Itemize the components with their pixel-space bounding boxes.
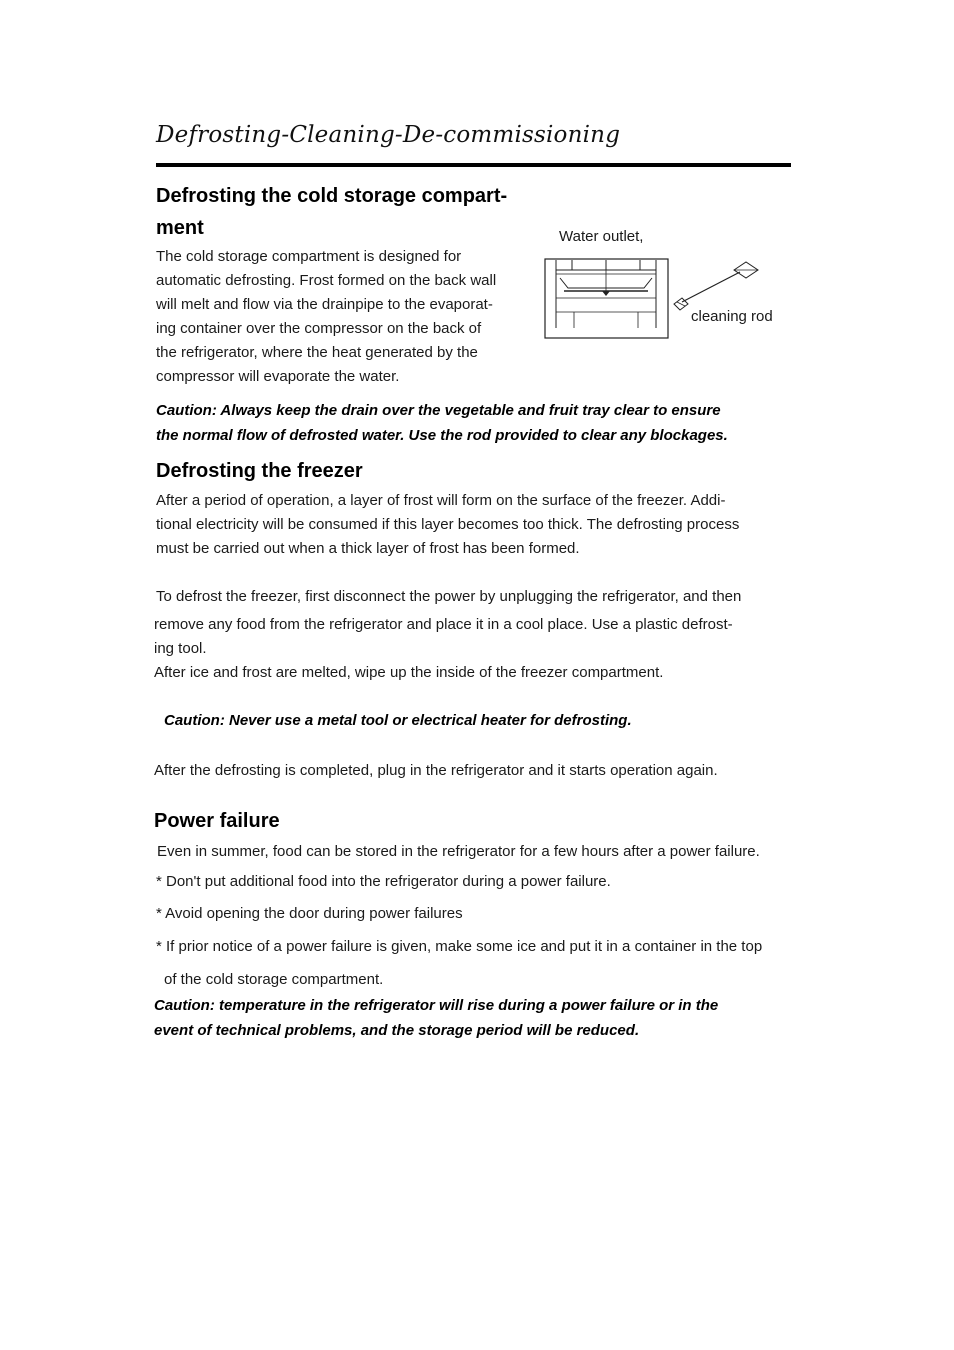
power-failure-bullet-cont: of the cold storage compartment. [164, 971, 384, 988]
power-failure-bullet: * Don't put additional food into the refrigerator during a power failure. [156, 873, 611, 890]
water-outlet-label: Water outlet, [559, 228, 644, 245]
power-failure-intro: Even in summer, food can be stored in the refrigerator for a few hours after a power failure. [157, 843, 760, 860]
freezer-para1-line: tional electricity will be consumed if this layer becomes too thick. The defrosting process [156, 516, 740, 533]
cold-storage-body-line: will melt and flow via the drainpipe to the evaporat- [156, 296, 493, 313]
freezer-heading: Defrosting the freezer [156, 460, 363, 482]
caution-line: the normal flow of defrosted water. Use the rod provided to clear any blockages. [156, 426, 728, 444]
freezer-para2-line3: ing tool. [154, 640, 207, 657]
freezer-para1-line: After a period of operation, a layer of frost will form on the surface of the freezer. Addi- [156, 492, 726, 509]
freezer-after: After the defrosting is completed, plug in the refrigerator and it starts operation again. [154, 762, 718, 779]
caution-line: Caution: temperature in the refrigerator will rise during a power failure or in the [154, 997, 719, 1014]
cold-storage-caution [156, 399, 728, 448]
cleaning-rod-icon [670, 258, 762, 314]
power-failure-caution [154, 994, 718, 1043]
cleaning-rod-label: cleaning rod [691, 308, 773, 325]
cold-storage-heading-line2: ment [156, 217, 204, 239]
cold-storage-body-line: ing container over the compressor on the back of [156, 320, 482, 337]
freezer-caution: Caution: Never use a metal tool or electrical heater for defrosting. [164, 712, 632, 729]
cold-storage-body [156, 245, 536, 389]
power-failure-bullet: * If prior notice of a power failure is given, make some ice and put it in a container in the top [156, 938, 763, 955]
freezer-para1-line: must be carried out when a thick layer of frost has been formed. [156, 540, 580, 557]
cold-storage-body-line: the refrigerator, where the heat generated by the [156, 344, 478, 361]
cold-storage-heading-line1: Defrosting the cold storage compart- [156, 185, 508, 207]
freezer-para2-line2: remove any food from the refrigerator and place it in a cool place. Use a plastic defrost- [154, 616, 733, 633]
drain-diagram [544, 258, 670, 340]
caution-line: event of technical problems, and the storage period will be reduced. [154, 1021, 640, 1039]
freezer-para1 [156, 489, 739, 561]
header-rule [156, 163, 791, 167]
cold-storage-body-line: The cold storage compartment is designed for [156, 248, 462, 265]
page-title: Defrosting-Cleaning-De-commissioning [156, 122, 621, 148]
cold-storage-body-line: automatic defrosting. Frost formed on the back wall [156, 272, 497, 289]
freezer-para2-line1: To defrost the freezer, first disconnect the power by unplugging the refrigerator, and then [156, 588, 742, 605]
power-failure-heading: Power failure [154, 810, 280, 832]
power-failure-bullet: * Avoid opening the door during power failures [156, 905, 463, 922]
cold-storage-body-line: compressor will evaporate the water. [156, 368, 400, 385]
caution-line: Caution: Always keep the drain over the vegetable and fruit tray clear to ensure [156, 402, 721, 419]
freezer-para2-line4: After ice and frost are melted, wipe up the inside of the freezer compartment. [154, 664, 664, 681]
